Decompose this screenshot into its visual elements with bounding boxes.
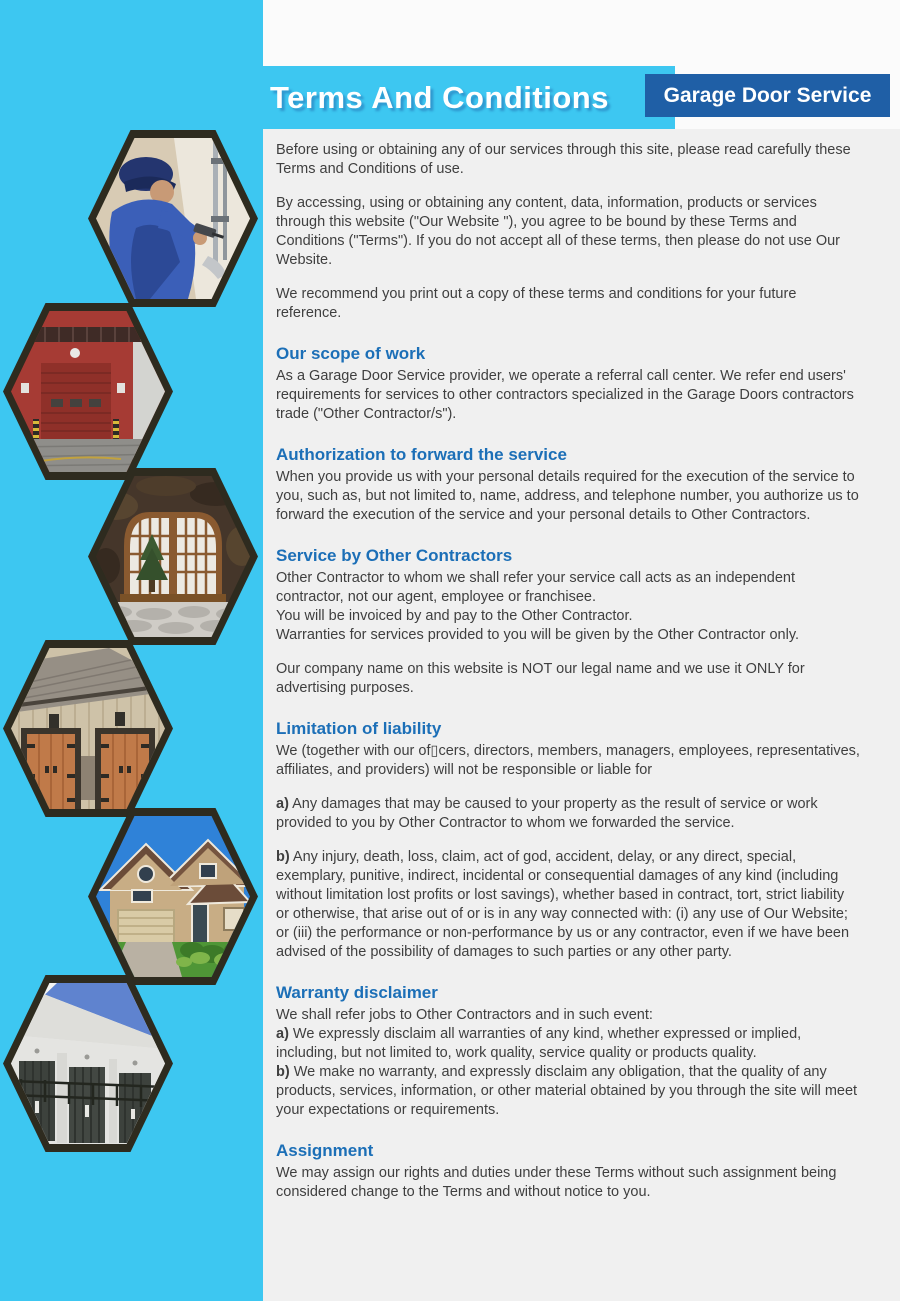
section-heading: Limitation of liability: [276, 719, 442, 738]
paragraph: a) Any damages that may be caused to your property as the result of service or work provided to you by Other Contractor to whom we forwarded the service.: [276, 796, 818, 831]
section-heading: Our scope of work: [276, 344, 426, 363]
paragraph: As a Garage Door Service provider, we operate a referral call center. We refer end users' requirements for services to other contractors specialized in the Garage Doors contractors trade ("Other Contractor/s").: [276, 368, 854, 422]
section-heading: Service by Other Contractors: [276, 546, 513, 565]
list-marker: b): [276, 849, 290, 865]
paragraph: We shall refer jobs to Other Contractors and in such event:: [276, 1007, 653, 1023]
paragraph: Other Contractor to whom we shall refer your service call acts as an independent contractor, not our agent, employee or franchisee.: [276, 570, 796, 605]
page-title: Terms And Conditions: [270, 79, 609, 115]
paragraph: By accessing, using or obtaining any content, data, information, products or services through this website ("Our Website "), you agree to be bound by these Terms and Conditions ("Terms"). If you do not accept all of these terms, then please do not use Our Website.: [276, 195, 840, 268]
brand-label: Garage Door Service: [663, 83, 872, 107]
list-marker: b): [276, 1064, 290, 1080]
loading-dock-photo: [11, 983, 165, 1144]
hexagon-photo-technician: [88, 130, 258, 307]
arched-window-photo: [96, 476, 250, 637]
hexagon-photo-red-garage: [3, 303, 173, 480]
hexagon-photo-twin-doors: [3, 640, 173, 817]
brand-badge: [645, 74, 890, 117]
title-band: [263, 66, 675, 129]
paragraph: We may assign our rights and duties under these Terms without such assignment being considered change to the Terms and without notice to you.: [276, 1165, 837, 1200]
terms-content: [276, 129, 882, 1217]
list-marker: a): [276, 1026, 289, 1042]
paragraph: b) We make no warranty, and expressly disclaim any obligation, that the quality of any products, services, information, or other material obtained by you through the site will meet your expectations or requirements.: [276, 1064, 858, 1118]
paragraph: We recommend you print out a copy of these terms and conditions for your future reference.: [276, 286, 797, 321]
hexagon-photo-house: [88, 808, 258, 985]
paragraph: Our company name on this website is NOT our legal name and we use it ONLY for advertising purposes.: [276, 661, 805, 696]
paragraph: a) We expressly disclaim all warranties of any kind, whether expressed or implied, including, but not limited to, work quality, service quality or products quality.: [276, 1026, 802, 1061]
hexagon-photo-arched-window: [88, 468, 258, 645]
red-garage-photo: [11, 311, 165, 472]
section-heading: Assignment: [276, 1141, 374, 1160]
paragraph: Before using or obtaining any of our services through this site, please read carefully these Terms and Conditions of use.: [276, 142, 851, 177]
hexagon-photo-loading-dock: [3, 975, 173, 1152]
paragraph: b) Any injury, death, loss, claim, act of god, accident, delay, or any direct, special, exemplary, punitive, indirect, incidental or consequential damages of any kind (including without limitation lost profits or lost savings), whether based in contract, tort, strict liability or otherwise, that arise out of or is in any way connected with: (i) any use of Our Website; or (iii) the performance or non-performance by us or any contractor, even if we have been advised of the possibility of damages to such parties or any other party.: [276, 849, 850, 960]
section-heading: Warranty disclaimer: [276, 983, 438, 1002]
paragraph: Warranties for services provided to you will be given by the Other Contractor only.: [276, 627, 800, 643]
suburban-house-photo: [96, 816, 250, 977]
paragraph: When you provide us with your personal details required for the execution of the service to you, such as, but not limited to, name, address, and telephone number, you authorize us to forward the execution of the service and your personal details to Other Contractors.: [276, 469, 859, 523]
section-heading: Authorization to forward the service: [276, 445, 567, 464]
list-marker: a): [276, 796, 289, 812]
technician-photo: [96, 138, 250, 299]
paragraph: You will be invoiced by and pay to the Other Contractor.: [276, 608, 633, 624]
paragraph: We (together with our of▯cers, directors, members, managers, employees, representatives, affiliates, and providers) will not be responsible or liable for: [276, 743, 860, 778]
twin-doors-photo: [11, 648, 165, 809]
